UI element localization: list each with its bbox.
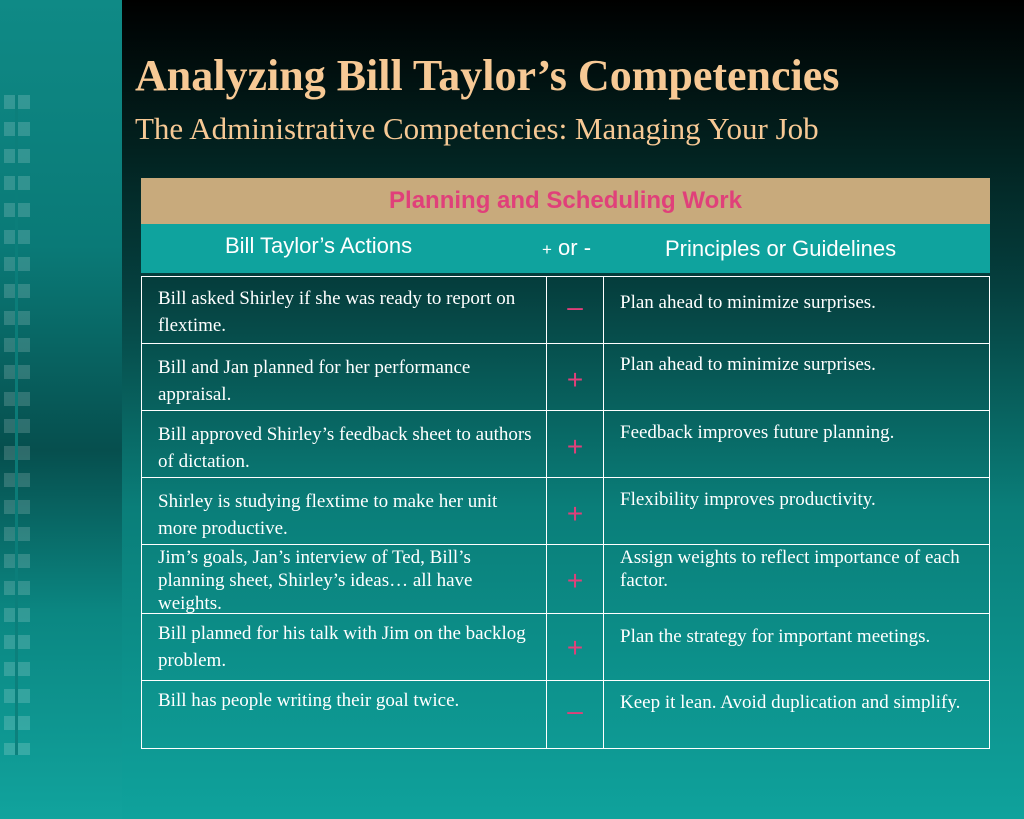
- row-action: Bill has people writing their goal twice.: [158, 690, 460, 711]
- plus-sign: +: [566, 364, 584, 395]
- header-actions: Bill Taylor’s Actions: [225, 233, 413, 258]
- header-sign-plus: +: [542, 240, 552, 259]
- minus-sign: –: [567, 291, 583, 322]
- header-principles: Principles or Guidelines: [665, 236, 897, 261]
- table-row: [142, 276, 989, 343]
- table-title: Planning and Scheduling Work: [141, 178, 990, 224]
- slide-subtitle: The Administrative Competencies: Managing Your Job: [135, 111, 819, 146]
- row-principle: Plan the strategy for important meetings.: [620, 626, 931, 647]
- plus-sign: +: [566, 632, 584, 663]
- plus-sign: +: [566, 498, 584, 529]
- header-sign: [542, 235, 591, 261]
- left-decorative-band: [0, 0, 122, 819]
- plus-sign: +: [566, 431, 584, 462]
- table-body: [141, 276, 990, 749]
- competency-table: [141, 178, 990, 749]
- row-action: Jim’s goals, Jan’s interview of Ted, Bill’s planning sheet, Shirley’s ideas… all have weights.: [158, 547, 473, 614]
- row-principle: Keep it lean. Avoid duplication and simplify.: [620, 692, 961, 713]
- table-row: [142, 613, 989, 680]
- row-sign: [546, 478, 604, 544]
- row-action: Bill and Jan planned for her performance appraisal.: [158, 357, 471, 405]
- decorative-squares: [4, 95, 30, 755]
- row-sign: [546, 545, 604, 613]
- header-sign-rest: or -: [551, 235, 592, 260]
- table-row: [142, 680, 989, 748]
- table-row: [142, 477, 989, 544]
- table-row: [142, 410, 989, 477]
- row-principle: Feedback improves future planning.: [620, 422, 895, 443]
- minus-sign: –: [567, 695, 583, 726]
- row-sign: [546, 344, 604, 410]
- table-header: [141, 224, 990, 273]
- row-principle: Plan ahead to minimize surprises.: [620, 292, 876, 313]
- row-action: Bill planned for his talk with Jim on the backlog problem.: [158, 623, 526, 671]
- row-action: Shirley is studying flextime to make her unit more productive.: [158, 491, 498, 539]
- row-sign: [546, 614, 604, 680]
- row-action: Bill approved Shirley’s feedback sheet to authors of dictation.: [158, 424, 532, 472]
- row-principle: Flexibility improves productivity.: [620, 489, 876, 510]
- row-sign: [546, 411, 604, 477]
- row-sign: [546, 681, 604, 748]
- slide-title: Analyzing Bill Taylor’s Competencies: [135, 51, 840, 100]
- row-principle: Plan ahead to minimize surprises.: [620, 354, 876, 375]
- row-principle: Assign weights to reflect importance of each factor.: [620, 547, 960, 591]
- row-sign: [546, 277, 604, 343]
- table-row: [142, 343, 989, 410]
- table-row: [142, 544, 989, 613]
- row-action: Bill asked Shirley if she was ready to report on flextime.: [158, 288, 516, 336]
- plus-sign: +: [566, 565, 584, 596]
